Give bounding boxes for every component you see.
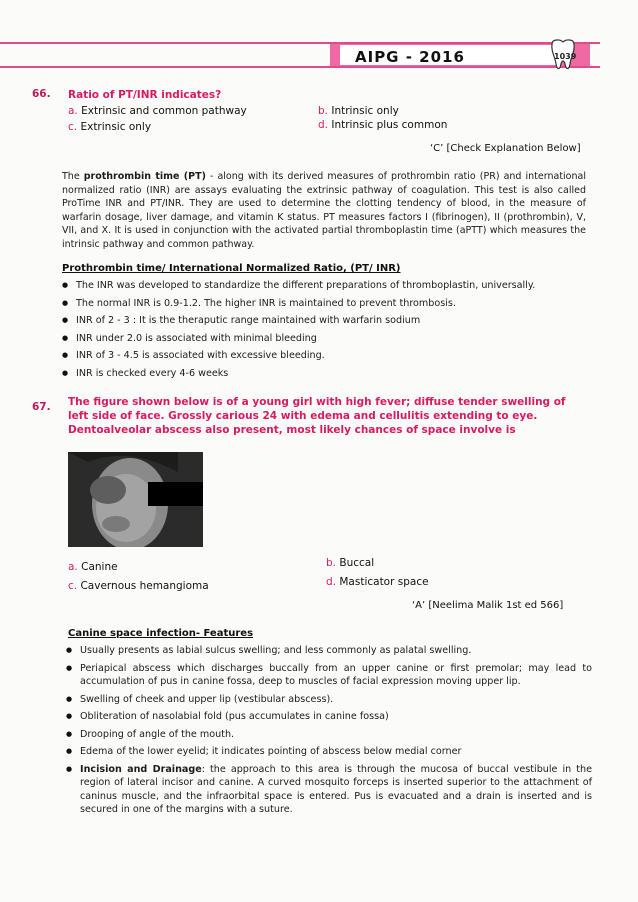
option-letter: c. bbox=[68, 121, 78, 133]
option-letter: d. bbox=[318, 119, 329, 131]
q67-option-c bbox=[68, 580, 209, 592]
list-item: ● Edema of the lower eyelid; it indicates pointing of abscess below medial corner bbox=[66, 745, 592, 759]
question-66-text: Ratio of PT/INR indicates? bbox=[68, 89, 222, 101]
option-letter: a. bbox=[68, 561, 78, 573]
patient-face-photo bbox=[68, 452, 203, 547]
option-letter: d. bbox=[326, 576, 337, 588]
face-image bbox=[68, 452, 203, 547]
list-item: ● The normal INR is 0.9-1.2. The higher INR is maintained to prevent thrombosis. bbox=[62, 297, 582, 311]
option-text: Buccal bbox=[339, 557, 375, 569]
option-text: Extrinsic only bbox=[80, 121, 152, 133]
list-item: ● INR under 2.0 is associated with minimal bleeding bbox=[62, 332, 582, 346]
q67-subheading: Canine space infection- Features bbox=[68, 628, 254, 639]
q66-explanation bbox=[62, 170, 586, 251]
question-number-67: 67. bbox=[32, 401, 51, 413]
q66-bullet-list bbox=[62, 279, 582, 384]
q66-option-b bbox=[318, 105, 399, 117]
question-number-66: 66. bbox=[32, 88, 51, 100]
option-text: Extrinsic and common pathway bbox=[81, 105, 247, 117]
q67-bullet-list bbox=[66, 644, 592, 821]
header-band bbox=[0, 42, 638, 68]
q66-subheading: Prothrombin time/ International Normalized Ratio, (PT/ INR) bbox=[62, 263, 401, 274]
explanation-text: - along with its derived measures of prothrombin ratio (PR) and international normalized ratio (INR) are assays evaluating the extrinsic pathway of coagulation. This test is also called ProTime INR and PT/INR. They are used to determine the clotting tendency of blood, in the measure of warfarin dosage, liver damage, and vitamin K status. PT measures factors I (fibrinogen), II (prothrombin), V, VII, and X. It is used in conjunction with the activated partial thromboplastin time (aPTT) which measures the intrinsic pathway and common pathway. bbox=[62, 171, 586, 250]
option-text: Intrinsic only bbox=[331, 105, 399, 117]
q67-option-d bbox=[326, 576, 429, 588]
option-letter: b. bbox=[326, 557, 337, 569]
explanation-term: prothrombin time (PT) bbox=[83, 171, 206, 182]
list-item: ● Obliteration of nasolabial fold (pus accumulates in canine fossa) bbox=[66, 710, 592, 724]
page-title: AIPG - 2016 bbox=[355, 48, 465, 66]
q66-answer: ‘C’ [Check Explanation Below] bbox=[430, 143, 581, 154]
page-number: 1039 bbox=[554, 52, 577, 61]
bullet-text: : the approach to this area is through the mucosa of buccal vestibule in the region of lateral incisor and canine. A curved mosquito forceps is inserted superior to the attachment of caninus muscle, and the infraorbital space is entered. Pus is evacuated and a drain is inserted and is secured in one of the margins with a suture. bbox=[80, 763, 592, 815]
question-67-text: The figure shown below is of a young girl with high fever; diffuse tender swelling of left side of face. Grossly carious 24 with edema and cellulitis extending to eye. Dentoalveolar abscess also present, most likely chances of space involve is bbox=[68, 396, 566, 436]
q67-option-b bbox=[326, 557, 374, 569]
q67-answer: ‘A’ [Neelima Malik 1st ed 566] bbox=[412, 600, 564, 611]
list-item: ● Periapical abscess which discharges buccally from an upper canine or first premolar; may lead to accumulation of pus in canine fossa, deep to muscles of facial expression moving upper lip. bbox=[66, 662, 592, 689]
bullet-term: Incision and Drainage bbox=[80, 763, 202, 775]
explanation-text: The bbox=[62, 171, 84, 182]
list-item: ● INR is checked every 4-6 weeks bbox=[62, 367, 582, 381]
list-item: ● INR of 2 - 3 : It is the theraputic range maintained with warfarin sodium bbox=[62, 314, 582, 328]
q67-option-a bbox=[68, 561, 118, 573]
list-item: ● INR of 3 - 4.5 is associated with excessive bleeding. bbox=[62, 349, 582, 363]
list-item: ● The INR was developed to standardize the different preparations of thromboplastin, universally. bbox=[62, 279, 582, 293]
list-item: ● Drooping of angle of the mouth. bbox=[66, 728, 592, 742]
option-text: Masticator space bbox=[339, 576, 429, 588]
option-letter: b. bbox=[318, 105, 329, 117]
list-item: ● Usually presents as labial sulcus swelling; and less commonly as palatal swelling. bbox=[66, 644, 592, 658]
list-item: ● Swelling of cheek and upper lip (vestibular abscess). bbox=[66, 693, 592, 707]
option-letter: c. bbox=[68, 580, 78, 592]
q66-option-c bbox=[68, 121, 151, 133]
list-item bbox=[66, 763, 592, 817]
q66-option-d bbox=[318, 119, 447, 131]
option-letter: a. bbox=[68, 105, 78, 117]
option-text: Canine bbox=[81, 561, 118, 573]
header-rule-bottom bbox=[0, 66, 600, 68]
option-text: Cavernous hemangioma bbox=[80, 580, 209, 592]
option-text: Intrinsic plus common bbox=[331, 119, 448, 131]
q66-option-a bbox=[68, 105, 247, 117]
